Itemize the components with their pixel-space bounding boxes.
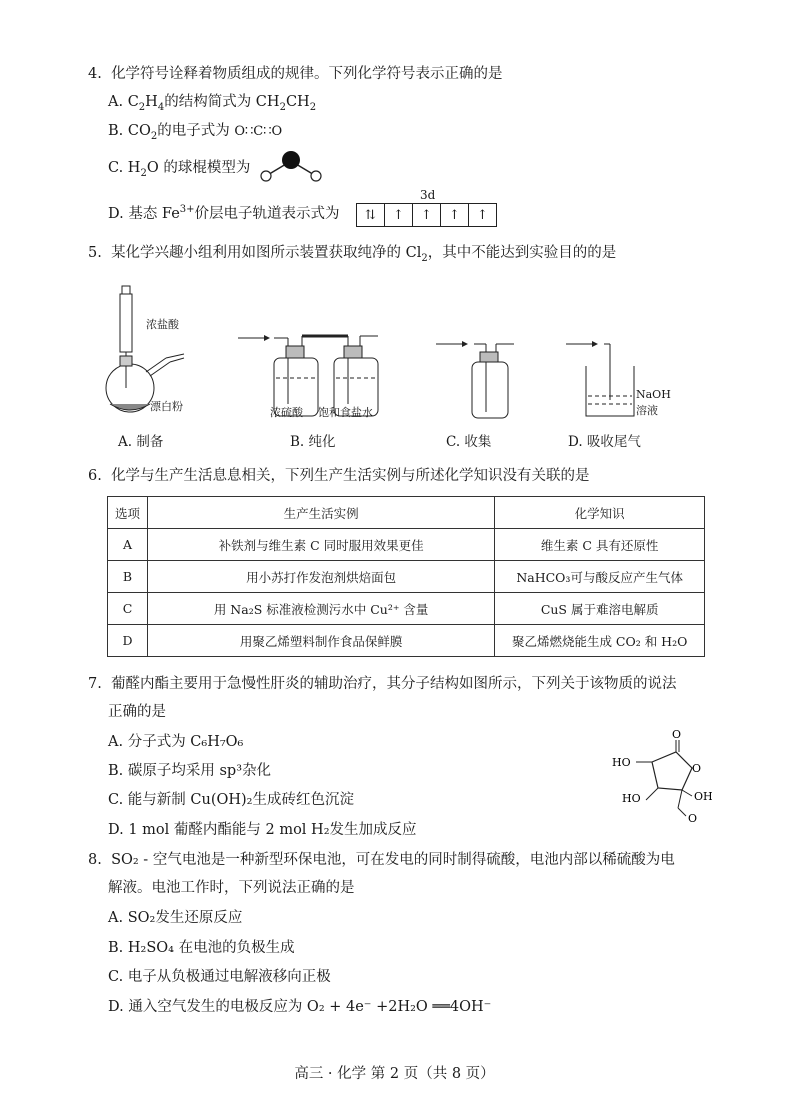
mol-o-cho: O: [688, 812, 698, 824]
q5-option-a: A. 制备: [118, 434, 164, 450]
table-header: 生产生活实例: [147, 497, 494, 529]
water-ball-stick-model: [258, 148, 326, 186]
mol-o-top: O: [672, 728, 682, 741]
label-bleach: 漂白粉: [150, 400, 183, 413]
q8-option-c: C. 电子从负极通过电解液移向正极: [108, 969, 331, 985]
mol-o-ring: O: [692, 762, 702, 775]
table-cell: 用 Na₂S 标准液检测污水中 Cu²⁺ 含量: [147, 593, 494, 625]
q6-table: [107, 496, 705, 657]
table-cell: CuS 属于难溶电解质: [495, 593, 705, 625]
orbital-box: ↑: [413, 204, 441, 226]
table-cell: 维生素 C 具有还原性: [495, 529, 705, 561]
table-cell: C: [108, 593, 148, 625]
table-row: [108, 593, 705, 625]
label-sat-nacl: 饱和食盐水: [318, 406, 373, 419]
page-footer: 高三 · 化学 第 2 页（共 8 页）: [294, 1066, 495, 1082]
label-naoh: NaOH: [636, 388, 671, 401]
q5-option-d: D. 吸收尾气: [568, 434, 641, 450]
table-row: [108, 561, 705, 593]
label-conc-hcl: 浓盐酸: [146, 318, 179, 331]
q4-option-c: C. $H_2O$ 的球棍模型为: [108, 160, 251, 179]
q7-option-d: D. 1 mol 葡醛内酯能与 2 mol H₂发生加成反应: [108, 822, 417, 838]
table-cell: B: [108, 561, 148, 593]
q7-option-a: A. 分子式为 C₆H₇O₆: [108, 734, 244, 750]
apparatus-c-collector: [434, 336, 524, 422]
mol-ho-1: HO: [612, 756, 631, 769]
table-cell: NaHCO₃可与酸反应产生气体: [495, 561, 705, 593]
orbital-label: 3d: [420, 188, 436, 202]
q4-option-a: A. $C_2H_4$的结构简式为 $CH_2CH_2$: [108, 94, 317, 113]
label-solution: 溶液: [636, 404, 658, 417]
table-cell: 用小苏打作发泡剂烘焙面包: [147, 561, 494, 593]
table-cell: D: [108, 625, 148, 657]
q7-option-b: B. 碳原子均采用 sp³杂化: [108, 763, 272, 779]
table-cell: A: [108, 529, 148, 561]
q7-stem-cont: 正确的是: [108, 704, 166, 720]
q8-option-d: D. 通入空气发生的电极反应为 O₂ + 4e⁻ +2H₂O ══4OH⁻: [108, 999, 492, 1015]
q8-option-a: A. SO₂发生还原反应: [108, 910, 243, 926]
orbital-box: ↑: [441, 204, 469, 226]
q8-stem-cont: 解液。电池工作时，下列说法正确的是: [108, 880, 355, 896]
q4-option-d: D. 基态 $Fe^{3+}$价层电子轨道表示式为: [108, 204, 340, 222]
q5-option-c: C. 收集: [446, 434, 492, 450]
table-cell: 补铁剂与维生素 C 同时服用效果更佳: [147, 529, 494, 561]
q5-stem: 5. 某化学兴趣小组利用如图所示装置获取纯净的 $Cl_2$，其中不能达到实验目的的是: [88, 245, 617, 264]
table-row: [108, 625, 705, 657]
table-header: 选项: [108, 497, 148, 529]
table-header: 化学知识: [495, 497, 705, 529]
q7-option-c: C. 能与新制 Cu(OH)₂生成砖红色沉淀: [108, 792, 354, 808]
q8-option-b: B. H₂SO₄ 在电池的负极生成: [108, 940, 295, 956]
q6-stem: 6. 化学与生产生活息息相关，下列生产生活实例与所述化学知识没有关联的是: [88, 468, 590, 484]
orbital-box: ↑: [385, 204, 413, 226]
apparatus-d-absorber: [564, 336, 644, 420]
table-header-row: [108, 497, 705, 529]
glucurolactone-structure: [612, 728, 716, 824]
q5-option-b: B. 纯化: [290, 434, 336, 450]
orbital-box: ⇅: [357, 204, 385, 226]
q8-stem: 8. SO₂ - 空气电池是一种新型环保电池，可在发电的同时制得硫酸，电池内部以稀硫酸为电: [88, 852, 675, 868]
label-conc-h2so4: 浓硫酸: [270, 406, 303, 419]
orbital-diagram: [356, 203, 497, 227]
mol-oh: OH: [694, 790, 713, 803]
table-cell: 聚乙烯燃烧能生成 CO₂ 和 H₂O: [495, 625, 705, 657]
table-row: [108, 529, 705, 561]
orbital-box: ↑: [477, 207, 488, 223]
q4-stem: 4. 化学符号诠释着物质组成的规律。下列化学符号表示正确的是: [88, 66, 503, 82]
table-cell: 用聚乙烯塑料制作食品保鲜膜: [147, 625, 494, 657]
q7-stem: 7. 葡醛内酯主要用于急慢性肝炎的辅助治疗，其分子结构如图所示，下列关于该物质的说法: [88, 676, 677, 692]
q4-option-b: B. $CO_2$的电子式为 O∷C∷O: [108, 123, 283, 142]
mol-ho-2: HO: [622, 792, 641, 805]
